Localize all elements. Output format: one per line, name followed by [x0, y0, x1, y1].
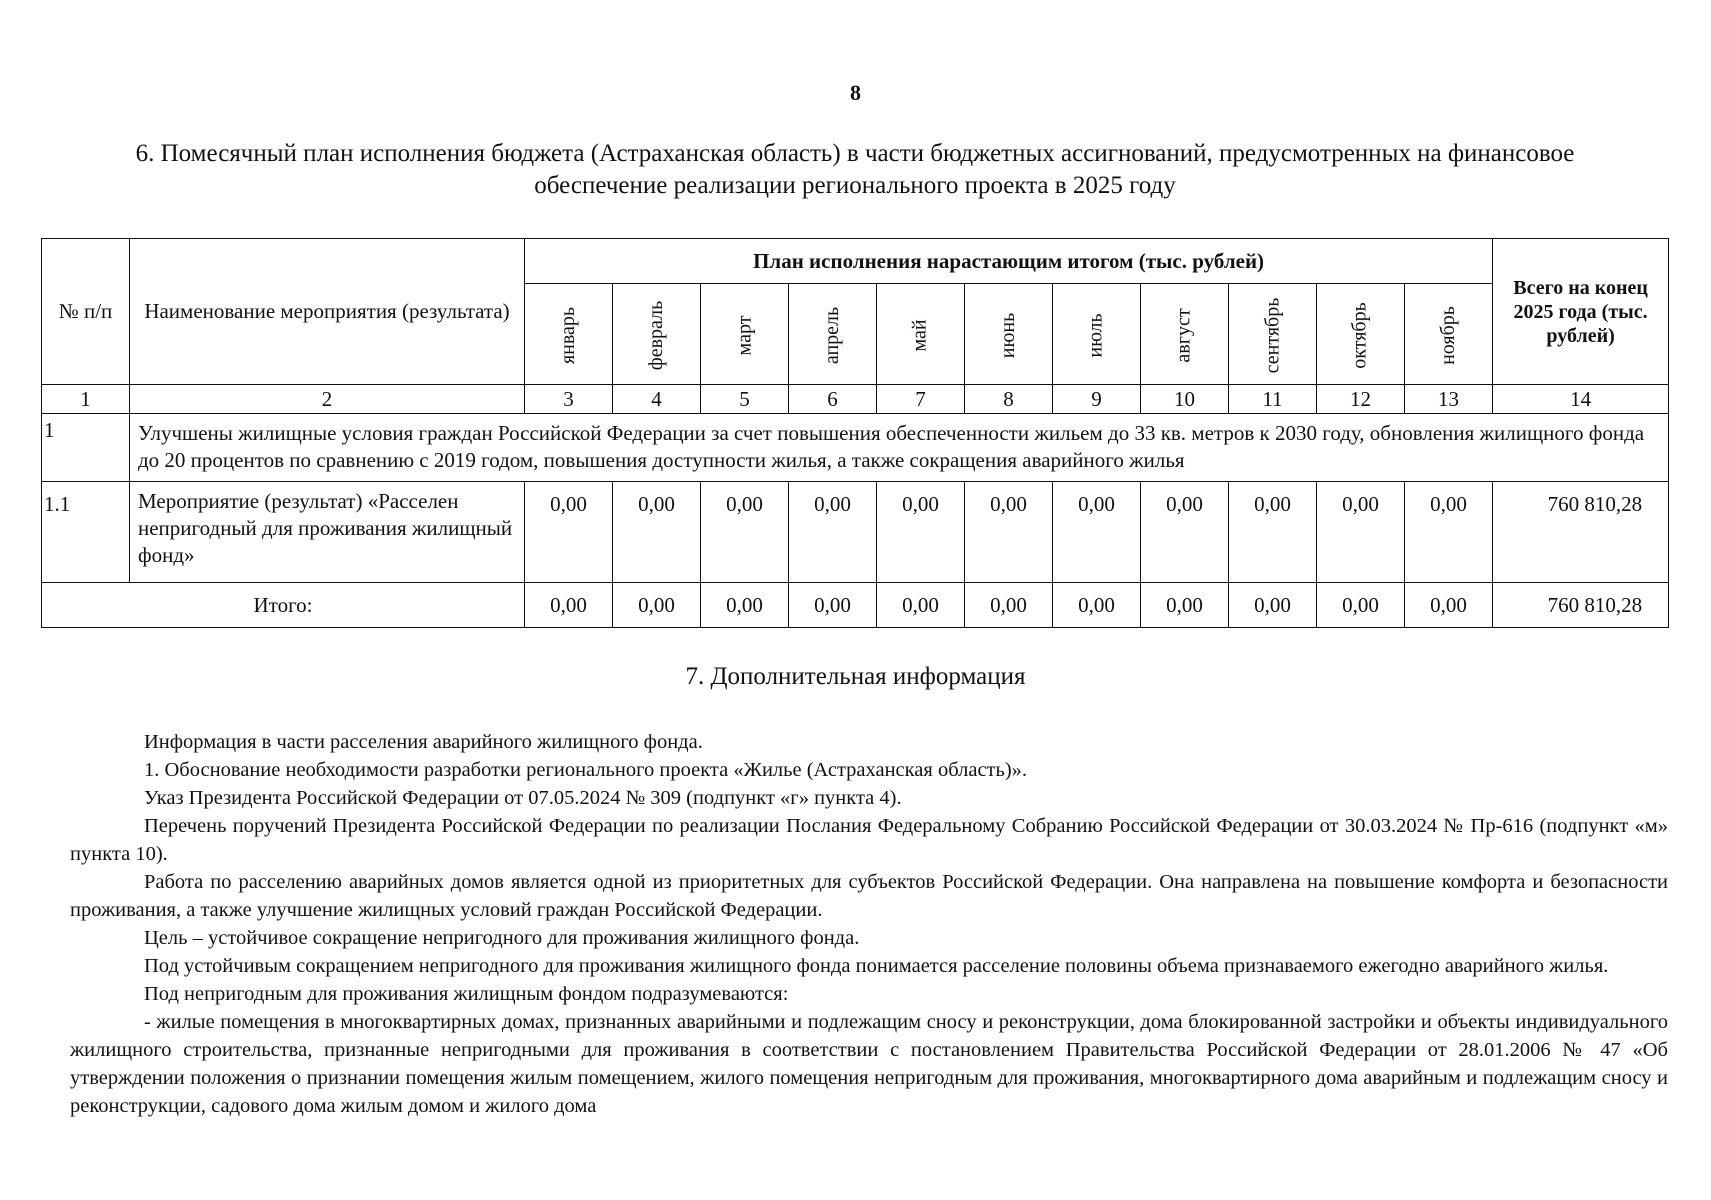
budget-plan-table	[41, 238, 1669, 628]
goal-num: 1	[42, 414, 130, 482]
info-paragraph: Работа по расселению аварийных домов является одной из приоритетных для субъектов Российской Федерации. Она направлена на повышение комфорта и безопасности проживания, а также улучшение жилищных условий граждан Российской Федерации.	[70, 871, 1668, 921]
column-number-row	[42, 385, 1669, 414]
column-number: 6	[789, 385, 877, 414]
info-paragraph: - жилые помещения в многоквартирных домах, признанных аварийными и подлежащим сносу и реконструкции, дома блокированной застройки и объекты индивидуального жилищного строительства, признанные непригодными для проживания в соответствии с постановлением Правительства Российской Федерации от 28.01.2006 № 47 «Об утверждении положения о признании помещения жилым помещением, жилого помещения непригодным для проживания, многоквартирного дома аварийным и подлежащим сносу и реконструкции, садового дома жилым домом и жилого дома	[70, 1011, 1668, 1117]
column-number: 4	[613, 385, 701, 414]
header-month: январь	[525, 284, 613, 385]
total-month-value: 0,00	[1053, 583, 1141, 628]
total-month-value: 0,00	[613, 583, 701, 628]
activity-month-value: 0,00	[789, 481, 877, 582]
activity-month-value: 0,00	[525, 481, 613, 582]
column-number: 14	[1493, 385, 1669, 414]
info-paragraph: Информация в части расселения аварийного жилищного фонда.	[144, 731, 703, 753]
info-paragraph: Под устойчивым сокращением непригодного для проживания жилищного фонда понимается расселение половины объема признаваемого ежегодно аварийного жилья.	[144, 955, 1609, 977]
total-month-value: 0,00	[789, 583, 877, 628]
total-month-value: 0,00	[965, 583, 1053, 628]
total-month-value: 0,00	[525, 583, 613, 628]
info-paragraph: Цель – устойчивое сокращение непригодного для проживания жилищного фонда.	[144, 927, 860, 949]
total-month-value: 0,00	[701, 583, 789, 628]
info-paragraph: Под непригодным для проживания жилищным фондом подразумеваются:	[144, 983, 789, 1005]
column-number: 11	[1229, 385, 1317, 414]
column-number: 1	[42, 385, 130, 414]
header-total: Всего на конец 2025 года (тыс. рублей)	[1493, 239, 1669, 385]
activity-month-value: 0,00	[1317, 481, 1405, 582]
header-num: № п/п	[42, 239, 130, 385]
column-number: 3	[525, 385, 613, 414]
activity-name: Мероприятие (результат) «Расселен непригодный для проживания жилищный фонд»	[130, 481, 525, 582]
column-number: 7	[877, 385, 965, 414]
column-number: 12	[1317, 385, 1405, 414]
column-number: 13	[1405, 385, 1493, 414]
activity-month-value: 0,00	[613, 481, 701, 582]
header-month: апрель	[789, 284, 877, 385]
column-number: 9	[1053, 385, 1141, 414]
column-number: 10	[1141, 385, 1229, 414]
page-number: 8	[850, 80, 861, 105]
activity-month-value: 0,00	[1405, 481, 1493, 582]
header-month: май	[877, 284, 965, 385]
info-paragraph: Указ Президента Российской Федерации от 07.05.2024 № 309 (подпункт «г» пункта 4).	[144, 787, 902, 809]
header-month: февраль	[613, 284, 701, 385]
header-month: июнь	[965, 284, 1053, 385]
section6-title: 6. Помесячный план исполнения бюджета (Астраханская область) в части бюджетных ассигнований, предусмотренных на финансовое обеспечение реализации регионального проекта в 2025 году	[135, 140, 1575, 199]
column-number: 2	[130, 385, 525, 414]
activity-row	[42, 481, 1669, 582]
header-month: август	[1141, 284, 1229, 385]
grand-total-value: 760 810,28	[1493, 583, 1669, 628]
header-plan: План исполнения нарастающим итогом (тыс. рублей)	[525, 239, 1493, 284]
additional-info	[70, 728, 1668, 1120]
activity-month-value: 0,00	[1229, 481, 1317, 582]
info-paragraph: Перечень поручений Президента Российской Федерации по реализации Послания Федеральному Собранию Российской Федерации от 30.03.2024 № Пр-616 (подпункт «м» пункта 10).	[70, 815, 1668, 865]
activity-month-value: 0,00	[877, 481, 965, 582]
activity-month-value: 0,00	[1141, 481, 1229, 582]
header-name: Наименование мероприятия (результата)	[130, 239, 525, 385]
header-month: сентябрь	[1229, 284, 1317, 385]
activity-num: 1.1	[42, 481, 130, 582]
section7-title: 7. Дополнительная информация	[685, 663, 1026, 690]
goal-text: Улучшены жилищные условия граждан Российской Федерации за счет повышения обеспеченности жильем до 33 кв. метров к 2030 году, обновления жилищного фонда до 20 процентов по сравнению с 2019 годом, повышения доступности жилья, а также сокращения аварийного жилья	[130, 414, 1669, 482]
total-month-value: 0,00	[1317, 583, 1405, 628]
total-label: Итого:	[42, 583, 525, 628]
activity-month-value: 0,00	[965, 481, 1053, 582]
activity-month-value: 0,00	[701, 481, 789, 582]
column-number: 5	[701, 385, 789, 414]
info-paragraph: 1. Обоснование необходимости разработки регионального проекта «Жилье (Астраханская область)».	[144, 759, 1028, 781]
total-month-value: 0,00	[1141, 583, 1229, 628]
column-number: 8	[965, 385, 1053, 414]
goal-row	[42, 414, 1669, 482]
total-month-value: 0,00	[1229, 583, 1317, 628]
header-month: март	[701, 284, 789, 385]
total-month-value: 0,00	[1405, 583, 1493, 628]
activity-month-value: 0,00	[1053, 481, 1141, 582]
header-month: ноябрь	[1405, 284, 1493, 385]
header-month: июль	[1053, 284, 1141, 385]
total-month-value: 0,00	[877, 583, 965, 628]
header-month: октябрь	[1317, 284, 1405, 385]
total-row	[42, 583, 1669, 628]
activity-total-value: 760 810,28	[1493, 481, 1669, 582]
